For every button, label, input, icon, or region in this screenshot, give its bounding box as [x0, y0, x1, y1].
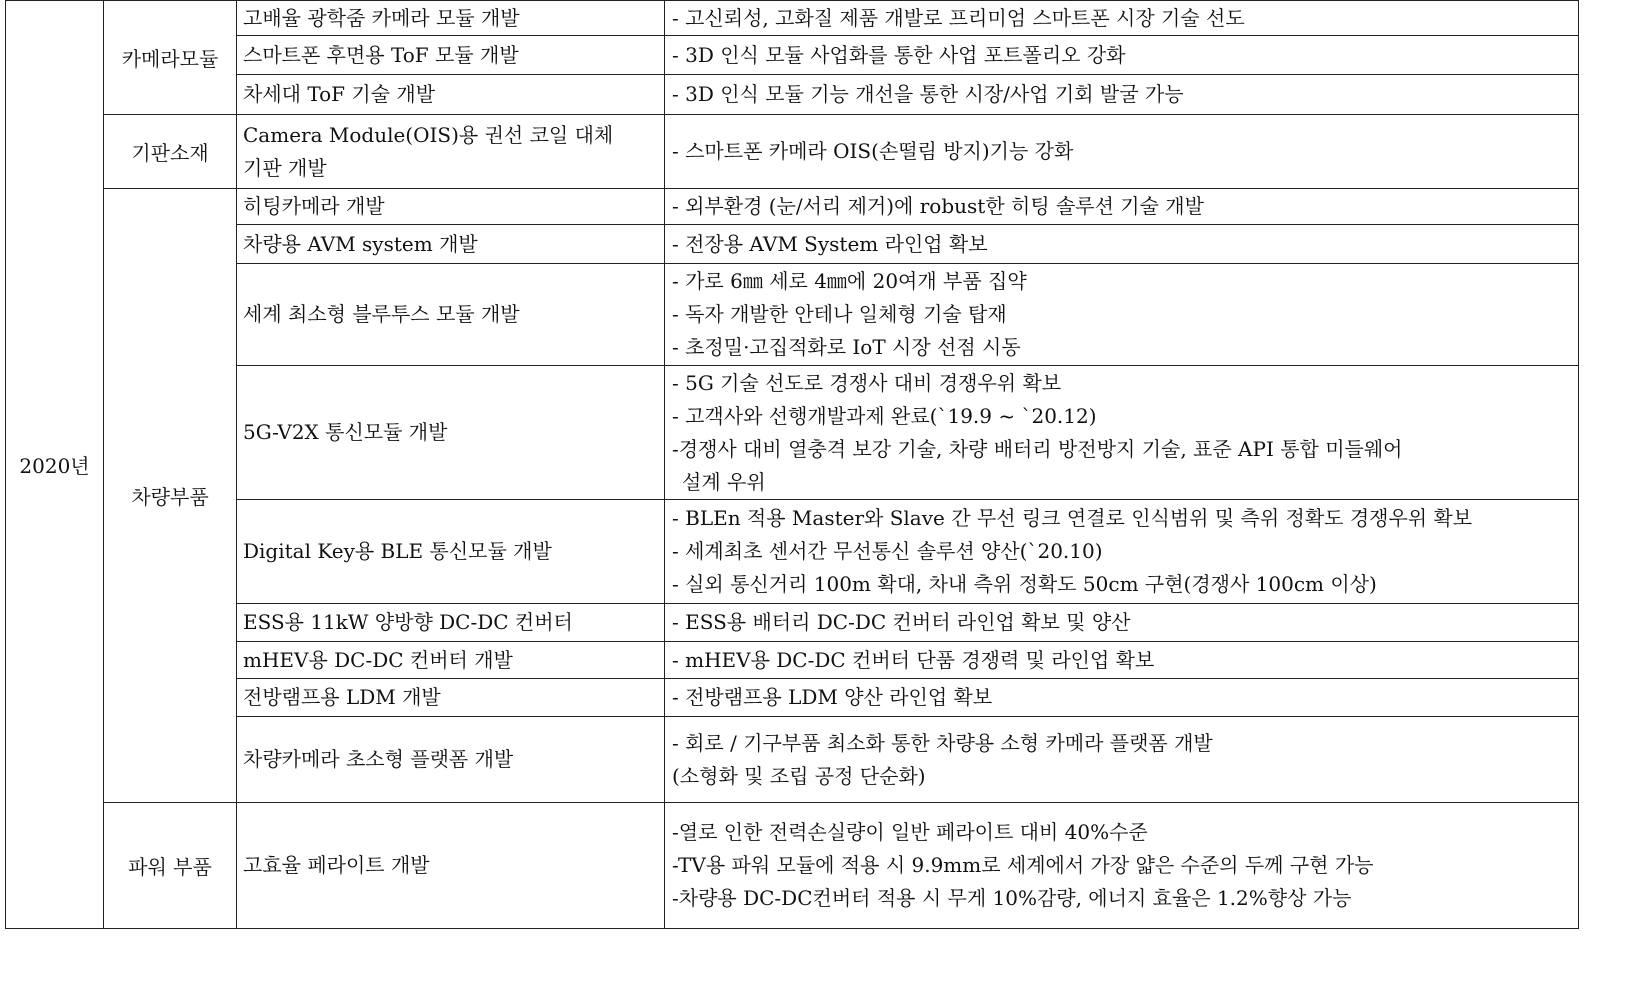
item-description-line: - 초정밀·고집적화로 IoT 시장 선점 시동: [672, 335, 1021, 359]
item-title-cell: [237, 803, 665, 929]
item-description-cell: [665, 500, 1579, 604]
item-description-cell: [665, 1, 1579, 36]
item-title-cell: [237, 264, 665, 366]
item-title-line: 차량카메라 초소형 플랫폼 개발: [243, 747, 514, 771]
item-title-line: 차량용 AVM system 개발: [243, 231, 478, 256]
item-title-line: 고효율 페라이트 개발: [243, 853, 430, 877]
table-row: [6, 500, 1579, 604]
item-description-cell: [665, 115, 1579, 189]
item-description-line: - 회로 / 기구부품 최소화 통한 차량용 소형 카메라 플랫폼 개발: [672, 730, 1213, 755]
rd-achievements-table: [5, 0, 1579, 929]
item-description-cell: [665, 75, 1579, 115]
category-cell: 기판소재: [104, 115, 237, 189]
item-description-line: - 5G 기술 선도로 경쟁사 대비 경쟁우위 확보: [672, 370, 1062, 395]
item-title-line: 5G-V2X 통신모듈 개발: [243, 420, 448, 444]
item-description-line: - 실외 통신거리 100m 확대, 차내 측위 정확도 50cm 구현(경쟁사 100cm 이상): [672, 572, 1377, 596]
item-description-line: - mHEV용 DC-DC 컨버터 단품 경쟁력 및 라인업 확보: [672, 647, 1155, 672]
item-title-cell: [237, 189, 665, 225]
item-title-cell: [237, 679, 665, 717]
item-description-line: -열로 인한 전력손실량이 일반 페라이트 대비 40%수준: [672, 820, 1148, 844]
item-title-line: Camera Module(OIS)용 권선 코일 대체: [243, 122, 614, 147]
item-description-cell: [665, 604, 1579, 642]
table-row: [6, 642, 1579, 679]
item-description-line: - 고객사와 선행개발과제 완료(`19.9 ~ `20.12): [672, 403, 1097, 428]
table-row: [6, 189, 1579, 225]
item-description-cell: [665, 679, 1579, 717]
category-cell: 파워 부품: [104, 803, 237, 929]
item-title-cell: [237, 642, 665, 679]
item-title-line: 히팅카메라 개발: [243, 194, 385, 218]
item-description-cell: [665, 225, 1579, 264]
table-row: [6, 225, 1579, 264]
table-row: [6, 264, 1579, 366]
item-description-line: - 스마트폰 카메라 OIS(손떨림 방지)기능 강화: [672, 139, 1074, 163]
item-description-line: - 3D 인식 모듈 기능 개선을 통한 시장/사업 기회 발굴 가능: [672, 82, 1184, 106]
item-description-cell: [665, 803, 1579, 929]
item-description-line: - ESS용 배터리 DC-DC 컨버터 라인업 확보 및 양산: [672, 610, 1131, 634]
table-row: [6, 115, 1579, 189]
item-description-line: - 외부환경 (눈/서리 제거)에 robust한 히팅 솔루션 기술 개발: [672, 194, 1204, 218]
item-description-line: 설계 우위: [682, 469, 766, 494]
item-description-line: -경쟁사 대비 열충격 보강 기술, 차량 배터리 방전방지 기술, 표준 API 통합 미들웨어: [672, 436, 1403, 461]
item-title-cell: [237, 366, 665, 500]
table-row: [6, 604, 1579, 642]
item-description-line: - 전방램프용 LDM 양산 라인업 확보: [672, 685, 993, 709]
item-title-line: 고배율 광학줌 카메라 모듈 개발: [243, 5, 520, 30]
year-cell: 2020년: [6, 1, 104, 929]
item-description-cell: [665, 264, 1579, 366]
item-description-cell: [665, 642, 1579, 679]
item-description-cell: [665, 36, 1579, 75]
item-description-line: - BLEn 적용 Master와 Slave 간 무선 링크 연결로 인식범위 및 측위 정확도 경쟁우위 확보: [672, 506, 1473, 530]
table-row: [6, 75, 1579, 115]
item-title-cell: [237, 1, 665, 36]
item-title-line: 기판 개발: [243, 155, 327, 180]
item-title-line: Digital Key용 BLE 통신모듈 개발: [243, 539, 552, 563]
item-title-line: 스마트폰 후면용 ToF 모듈 개발: [243, 42, 519, 67]
item-description-line: - 독자 개발한 안테나 일체형 기술 탑재: [672, 302, 1007, 326]
item-title-cell: [237, 604, 665, 642]
item-title-line: mHEV용 DC-DC 컨버터 개발: [243, 647, 513, 672]
item-title-cell: [237, 115, 665, 189]
item-description-line: - 세계최초 센서간 무선통신 솔루션 양산(`20.10): [672, 539, 1103, 563]
item-title-line: 차세대 ToF 기술 개발: [243, 82, 436, 106]
table-row: [6, 36, 1579, 75]
category-cell: 카메라모듈: [104, 1, 237, 115]
item-title-line: 세계 최소형 블루투스 모듈 개발: [243, 302, 520, 326]
item-description-line: (소형화 및 조립 공정 단순화): [672, 763, 926, 788]
item-description-line: - 가로 6㎜ 세로 4㎜에 20여개 부품 집약: [672, 269, 1027, 293]
item-description-line: -TV용 파워 모듈에 적용 시 9.9mm로 세계에서 가장 얇은 수준의 두께 구현 가능: [672, 853, 1374, 877]
item-title-cell: [237, 75, 665, 115]
item-description-cell: [665, 717, 1579, 803]
item-description-line: -차량용 DC-DC컨버터 적용 시 무게 10%감량, 에너지 효율은 1.2%향상 가능: [672, 886, 1352, 910]
table-row: [6, 717, 1579, 803]
item-description-cell: [665, 189, 1579, 225]
table-row: [6, 366, 1579, 500]
item-description-line: - 전장용 AVM System 라인업 확보: [672, 231, 988, 256]
item-title-cell: [237, 225, 665, 264]
item-title-line: ESS용 11kW 양방향 DC-DC 컨버터: [243, 610, 573, 634]
item-title-cell: [237, 500, 665, 604]
category-cell: 차량부품: [104, 189, 237, 803]
table-row: [6, 1, 1579, 36]
item-description-line: - 3D 인식 모듈 사업화를 통한 사업 포트폴리오 강화: [672, 42, 1126, 67]
item-description-line: - 고신뢰성, 고화질 제품 개발로 프리미엄 스마트폰 시장 기술 선도: [672, 5, 1245, 30]
item-title-cell: [237, 36, 665, 75]
item-description-cell: [665, 366, 1579, 500]
item-title-cell: [237, 717, 665, 803]
table-row: [6, 803, 1579, 929]
table-row: [6, 679, 1579, 717]
item-title-line: 전방램프용 LDM 개발: [243, 685, 441, 709]
